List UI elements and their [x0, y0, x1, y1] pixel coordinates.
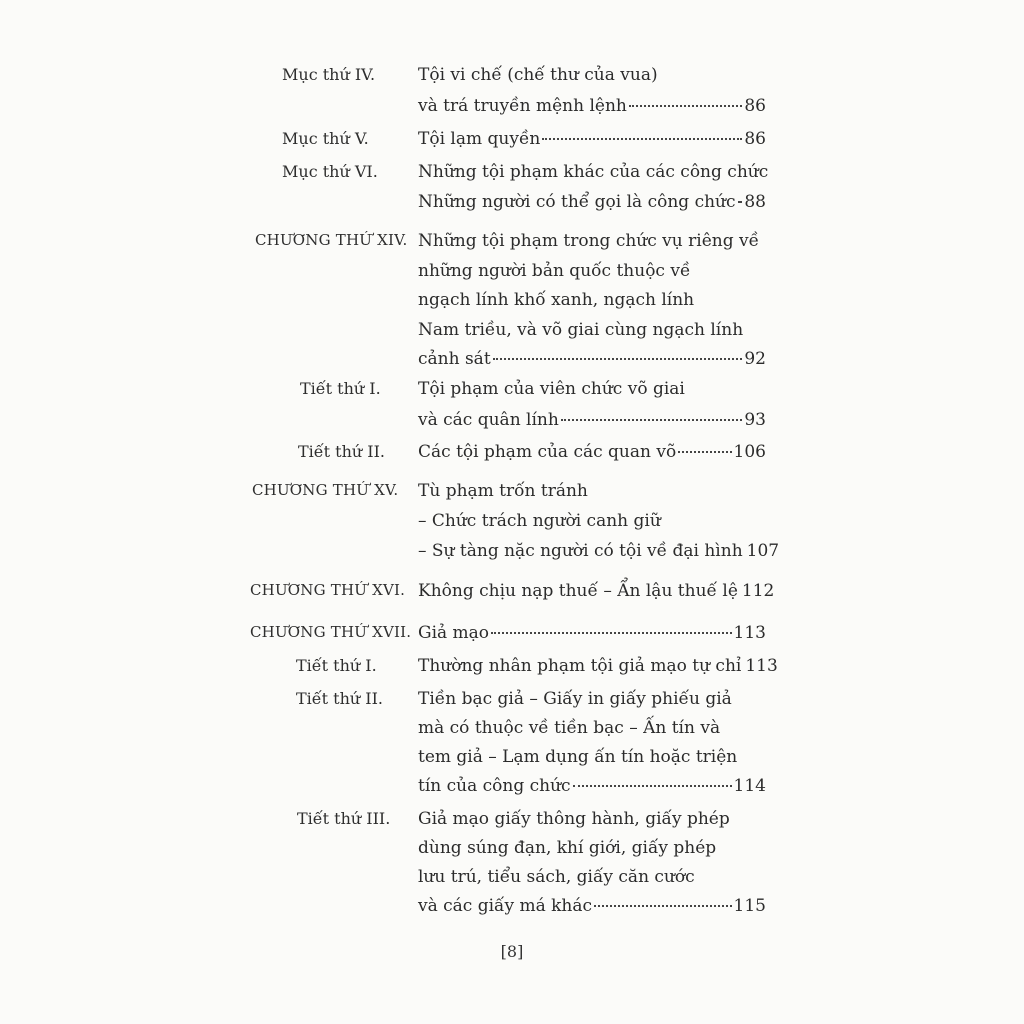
toc-page-number: 88	[744, 192, 766, 212]
toc-entry-label: Mục thứ VI.	[282, 162, 378, 181]
toc-entry-text: và các giấy má khác	[418, 896, 593, 916]
toc-entry-line: Giả mạo giấy thông hành, giấy phép	[418, 809, 730, 829]
toc-entry-line: lưu trú, tiểu sách, giấy căn cước	[418, 867, 695, 887]
toc-entry-text: Không chịu nạp thuế – Ẩn lậu thuế lệ	[418, 581, 738, 601]
toc-entry-line	[418, 94, 766, 118]
toc-entry-text: Tội lạm quyền	[418, 129, 541, 149]
dot-leader	[629, 104, 743, 107]
toc-entry-text: cảnh sát	[418, 349, 491, 369]
toc-page-number: 86	[744, 129, 766, 149]
dot-leader	[561, 418, 743, 421]
toc-entry-line: dùng súng đạn, khí giới, giấy phép	[418, 838, 717, 858]
dot-leader	[493, 357, 743, 360]
toc-entry-line	[418, 127, 766, 151]
toc-entry-line: Tội phạm của viên chức võ giai	[418, 379, 685, 399]
toc-entry-line	[418, 579, 775, 603]
toc-entry-text: Thường nhân phạm tội giả mạo tự chỉ	[418, 656, 742, 676]
toc-entry-label: CHƯƠNG THỨ XV.	[252, 481, 399, 499]
toc-page-number: 113	[745, 656, 778, 676]
toc-entry-text: Các tội phạm của các quan võ	[418, 442, 677, 462]
toc-entry-line: Tội vi chế (chế thư của vua)	[418, 65, 658, 85]
toc-page-number: 115	[733, 896, 766, 916]
toc-entry-line	[418, 539, 780, 563]
toc-page-number: 86	[744, 96, 766, 116]
toc-entry-label: Mục thứ V.	[282, 129, 369, 148]
toc-entry-line	[418, 894, 766, 918]
dot-leader	[678, 450, 731, 453]
toc-entry-line: Những tội phạm trong chức vụ riêng về	[418, 231, 760, 251]
toc-entry-label: Tiết thứ II.	[298, 442, 385, 461]
toc-page-number: 93	[744, 410, 766, 430]
toc-entry-label: Mục thứ IV.	[282, 65, 376, 84]
toc-entry-label: Tiết thứ II.	[296, 689, 383, 708]
toc-entry-line	[418, 440, 766, 464]
toc-entry-line: Những tội phạm khác của các công chức	[418, 162, 769, 182]
dot-leader	[542, 137, 742, 140]
dot-leader	[491, 631, 732, 634]
toc-page-number: 92	[744, 349, 766, 369]
toc-entry-line: Tù phạm trốn tránh	[418, 481, 588, 501]
toc-entry-line	[418, 190, 766, 214]
toc-entry-text: – Sự tàng nặc người có tội về đại hình	[418, 541, 743, 561]
toc-entry-line: mà có thuộc về tiền bạc – Ấn tín và	[418, 718, 721, 738]
toc-entry-line	[418, 654, 778, 678]
toc-page-number: 112	[741, 581, 775, 601]
toc-entry-line	[418, 774, 766, 798]
toc-page-number: 114	[733, 776, 766, 796]
toc-page-number: 106	[733, 442, 766, 462]
toc-entry-line: Tiền bạc giả – Giấy in giấy phiếu giả	[418, 689, 732, 709]
toc-entry-line	[418, 408, 766, 432]
dot-leader	[573, 784, 732, 787]
toc-entry-label: CHƯƠNG THỨ XVI.	[250, 581, 406, 599]
page-number: [8]	[500, 942, 524, 961]
dot-leader	[594, 904, 732, 907]
toc-entry-text: Những người có thể gọi là công chức	[418, 192, 736, 212]
toc-entry-text: và trá truyền mệnh lệnh	[418, 96, 627, 116]
toc-entry-line: những người bản quốc thuộc về	[418, 261, 691, 281]
toc-entry-line	[418, 621, 766, 645]
toc-entry-label: Tiết thứ III.	[297, 809, 391, 828]
toc-entry-text: và các quân lính	[418, 410, 559, 430]
toc-entry-label: CHƯƠNG THỨ XIV.	[255, 231, 408, 249]
toc-entry-label: Tiết thứ I.	[296, 656, 377, 675]
toc-entry-text: Giả mạo	[418, 623, 490, 643]
toc-page-number: 113	[733, 623, 766, 643]
toc-page-number: 107	[746, 541, 780, 561]
toc-entry-label: CHƯƠNG THỨ XVII.	[250, 623, 412, 641]
toc-entry-line: ngạch lính khố xanh, ngạch lính	[418, 290, 695, 310]
toc-entry-text: tín của công chức	[418, 776, 571, 796]
toc-entry-line: tem giả – Lạm dụng ấn tín hoặc triện	[418, 747, 738, 767]
toc-entry-line: Nam triều, và võ giai cùng ngạch lính	[418, 320, 744, 340]
toc-entry-label: Tiết thứ I.	[300, 379, 381, 398]
toc-entry-line	[418, 347, 766, 371]
dot-leader	[738, 200, 743, 203]
toc-entry-line: – Chức trách người canh giữ	[418, 511, 661, 531]
